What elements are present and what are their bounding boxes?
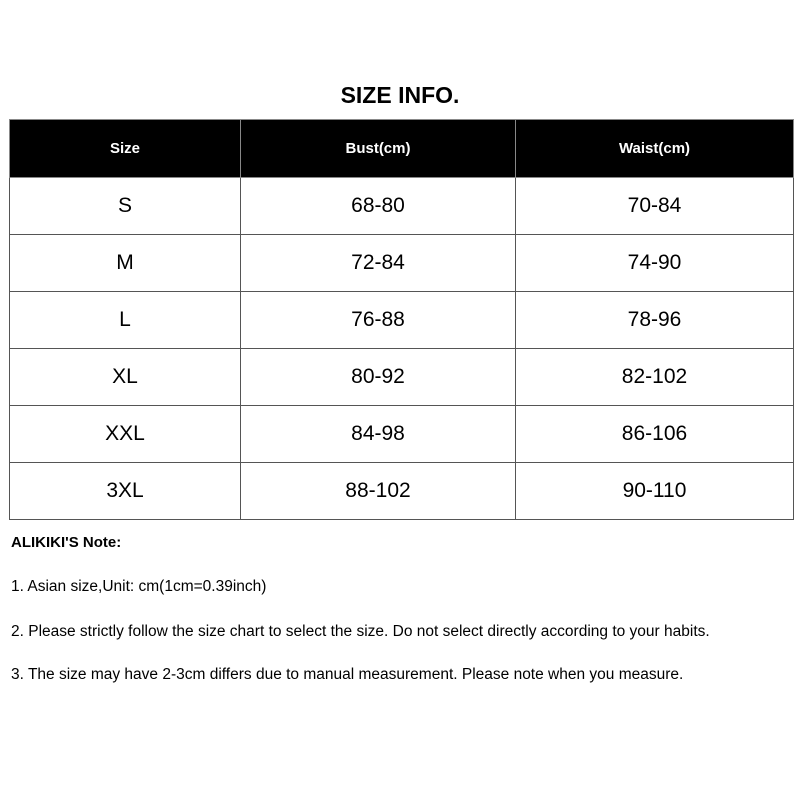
cell-size: XL [10,349,241,406]
cell-bust: 88-102 [241,463,516,520]
cell-bust: 84-98 [241,406,516,463]
header-size: Size [10,120,241,178]
table-row [10,292,794,349]
cell-size: S [10,178,241,235]
note-item: 1. Asian size,Unit: cm(1cm=0.39inch) [11,578,267,595]
cell-waist: 78-96 [516,292,794,349]
note-title: ALIKIKI'S Note: [11,534,122,551]
cell-size: XXL [10,406,241,463]
note-item: 2. Please strictly follow the size chart to select the size. Do not select directly according to your habits. [11,623,710,640]
size-table [9,119,794,520]
cell-bust: 76-88 [241,292,516,349]
cell-waist: 70-84 [516,178,794,235]
header-bust: Bust(cm) [241,120,516,178]
table-row [10,463,794,520]
table-header-row [10,120,794,178]
cell-waist: 74-90 [516,235,794,292]
cell-bust: 68-80 [241,178,516,235]
table-row [10,406,794,463]
cell-waist: 90-110 [516,463,794,520]
cell-size: M [10,235,241,292]
page-title: SIZE INFO. [340,82,460,108]
table-row [10,349,794,406]
cell-size: 3XL [10,463,241,520]
cell-waist: 86-106 [516,406,794,463]
table-row [10,235,794,292]
cell-bust: 72-84 [241,235,516,292]
table-row [10,178,794,235]
note-item: 3. The size may have 2-3cm differs due to manual measurement. Please note when you measure. [11,666,684,683]
cell-size: L [10,292,241,349]
cell-waist: 82-102 [516,349,794,406]
cell-bust: 80-92 [241,349,516,406]
header-waist: Waist(cm) [516,120,794,178]
